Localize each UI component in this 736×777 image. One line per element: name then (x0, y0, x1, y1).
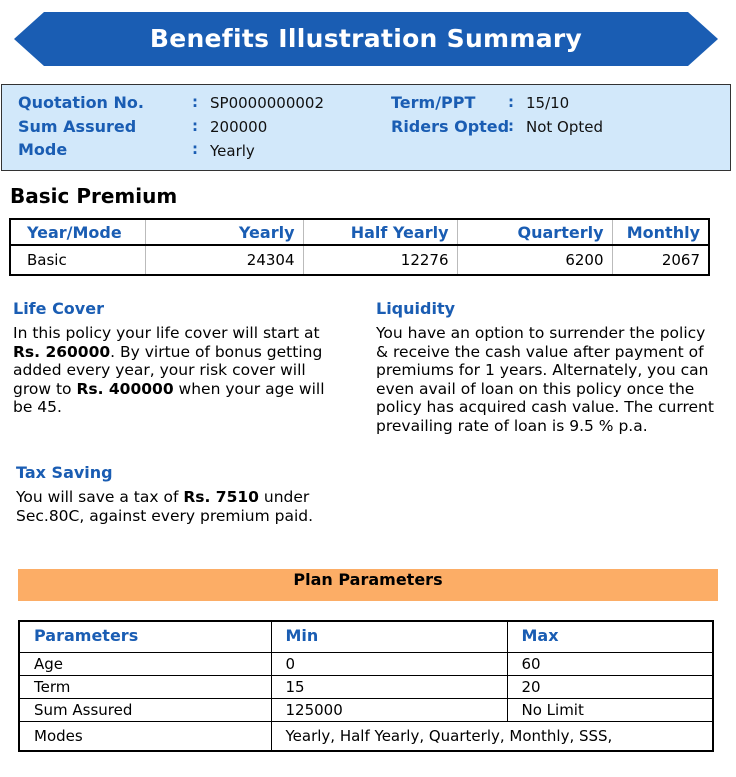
mode-label: Mode (18, 140, 68, 159)
param-max: 20 (507, 676, 713, 699)
param-name: Term (19, 676, 271, 699)
table-row (19, 653, 713, 676)
basic-premium-heading: Basic Premium (10, 184, 178, 208)
term-ppt-value: 15/10 (526, 94, 570, 112)
colon: : (192, 140, 198, 158)
table-row (19, 722, 713, 752)
col-header-half-yearly: Half Yearly (303, 219, 457, 245)
col-header-min: Min (271, 621, 507, 653)
table-row (19, 699, 713, 722)
header-banner (14, 12, 718, 66)
col-header-quarterly: Quarterly (457, 219, 612, 245)
riders-opted-value: Not Opted (526, 118, 604, 136)
monthly-premium: 2067 (661, 251, 700, 269)
life-cover-text: In this policy your life cover will start at Rs. 260000. By virtue of bonus getting added every year, your risk cover will grow to Rs. 400000 when your age will be 45. (13, 324, 325, 416)
plan-parameters-bar (18, 569, 718, 601)
quotation-summary-box (1, 84, 731, 171)
sum-assured-label: Sum Assured (18, 117, 137, 136)
yearly-premium: 24304 (145, 245, 303, 275)
plan-parameters-heading: Plan Parameters (293, 570, 443, 589)
liquidity-text: You have an option to surrender the policy & receive the cash value after payment of premiums for 1 years. Alternately, you can even avail of loan on this policy once the policy has acquired cash value. The current prevailing rate of loan is 9.5 % p.a. (376, 324, 714, 435)
modes-value: Yearly, Half Yearly, Quarterly, Monthly, SSS, (271, 722, 713, 752)
table-row (19, 676, 713, 699)
col-header-monthly: Monthly (612, 219, 709, 245)
param-name: Age (19, 653, 271, 676)
life-cover-heading: Life Cover (13, 299, 104, 318)
colon: : (508, 117, 514, 135)
half-yearly-premium: 12276 (303, 245, 457, 275)
tax-saving-heading: Tax Saving (16, 463, 113, 482)
table-header-row (19, 621, 713, 653)
col-header-max: Max (507, 621, 713, 653)
quotation-label: Quotation No. (18, 93, 144, 112)
col-header-parameters: Parameters (19, 621, 271, 653)
page-title: Benefits Illustration Summary (149, 24, 583, 53)
param-max: 60 (507, 653, 713, 676)
liquidity-heading: Liquidity (376, 299, 456, 318)
col-header-year-mode: Year/Mode (10, 219, 145, 245)
quotation-value: SP0000000002 (210, 94, 325, 112)
plan-parameters-table (18, 620, 714, 752)
riders-opted-label: Riders Opted (391, 117, 510, 136)
basic-premium-table (9, 218, 710, 276)
param-min: 125000 (271, 699, 507, 722)
param-name: Sum Assured (19, 699, 271, 722)
param-min: 15 (271, 676, 507, 699)
param-max: No Limit (507, 699, 713, 722)
colon: : (508, 93, 514, 111)
term-ppt-label: Term/PPT (391, 93, 476, 112)
quarterly-premium: 6200 (457, 245, 612, 275)
mode-value: Yearly (210, 142, 255, 160)
tax-saving-text: You will save a tax of Rs. 7510 under Sec.80C, against every premium paid. (16, 488, 314, 525)
param-name: Modes (19, 722, 271, 752)
table-row (10, 245, 709, 275)
colon: : (192, 93, 198, 111)
table-header-row (10, 219, 709, 245)
colon: : (192, 117, 198, 135)
row-label-basic: Basic (10, 245, 145, 275)
sum-assured-value: 200000 (210, 118, 268, 136)
param-min: 0 (271, 653, 507, 676)
col-header-yearly: Yearly (145, 219, 303, 245)
